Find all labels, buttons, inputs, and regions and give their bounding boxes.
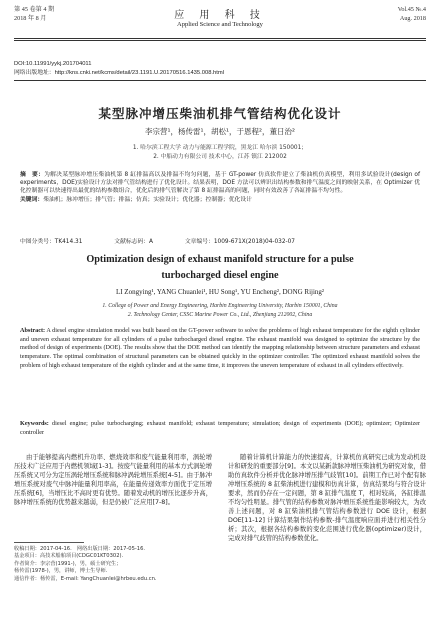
title-en-line1: Optimization design of exhaust manifold structure for a pulse <box>86 254 354 265</box>
corresponding-author[interactable]: 通信作者：杨传雷，E-mail: YangChuanlei@hrbeu.edu.cn. <box>14 575 157 582</box>
title-en <box>0 252 440 284</box>
title-cn: 某型脉冲增压柴油机排气管结构优化设计 <box>98 106 342 121</box>
date-cn: 2018 年 8 月 <box>14 14 47 22</box>
keywords-cn <box>20 196 420 204</box>
affiliation-en-2: 2. Technology Center, CSSC Marine Power Co., Ltd., Zhenjiang 212002, China <box>127 312 313 318</box>
keywords-en <box>20 420 420 437</box>
journal-name-en: Applied Science and Technology <box>177 21 263 28</box>
footnote-rule <box>14 542 84 543</box>
keywords-cn-label: 关键词： <box>20 196 44 203</box>
abstract-cn-text: 为解决某型脉冲增压柴油机第 8 缸排温高以及排温不均匀问题，基于 GT-power 仿真软件建立了柴油机仿真模型，利用多试验设计(design of experiments，DOE)实验设计方法对排气管结构进行了优化设计。结果表明，DOE 方法可以辨识出结构参数和排气温度之间的映射关系，在 Optimizer 优化控制器可以快速得出最优的结构参数组合，优化后的排气管解决了第 8 缸排温高的问题，同时有效改善了各缸排温不均匀性。 <box>20 172 420 195</box>
document-code: 文献标志码：A <box>114 239 154 245</box>
meta-rule <box>14 80 426 81</box>
keywords-en-text: diesel engine; pulse turbocharging; exhaust manifold; exhaust temperature; simulation; design of experiments (DOE); optimizer; Optimizer controller <box>20 420 421 436</box>
received-date: 收稿日期：2017-04-16. 网络出版日期：2017-05-16. <box>14 546 146 552</box>
abstract-en-label: Abstract: <box>20 327 46 334</box>
keywords-cn-text: 柴油机；脉冲增压；排气管；排温；仿真；实验设计；优化器；控制器；优化设计 <box>43 196 252 203</box>
affiliation-cn-2: 2. 中船动力有限公司 技术中心，江苏 镇江 212002 <box>153 154 287 160</box>
affiliation-cn-1: 1. 哈尔滨工程大学 动力与能源工程学院，黑龙江 哈尔滨 150001； <box>132 145 308 151</box>
doi[interactable]: DOI:10.11991/yykj.201704011 <box>14 61 92 67</box>
header-rule-thin <box>14 40 426 41</box>
clc-number: 中图分类号：TK414.31 <box>20 239 83 245</box>
header-rule <box>14 38 426 39</box>
body-column-right: 随着计算机计算能力的快速提高，计算机仿真研究已成为发动机设计和研发的重要部分[9]。本文以某新款脉冲增压柴油机为研究对象，借助仿真软件分析并优化脉冲增压排气歧管[10]。前期工作已对个配有脉冲增压系统的 8 缸柴油机进行建模和仿真计算，仿真结果均与符合设计要求，然而仍存在一定问题，第 8 缸排气温度 T，相对较高，各缸排温不均匀性明显。排气管的结构参数对脉冲增压系统性能影响较大，为改善上述问题，对 8 缸柴油机排气管结构参数进行 DOE 设计，根据 DOE[11-12] 计算结果制作结构参数-排气温度响应面并进行相关性分析；其次，根据各结构参数的变化范围进行优化器(optimizer)设计，完成对排气歧管的结构参数优化。 <box>228 454 426 542</box>
article-number: 文章编号：1009-671X(2018)04-032-07 <box>184 239 296 245</box>
journal-name <box>14 6 426 28</box>
issue-info-right <box>398 6 426 23</box>
date-en: Aug. 2018 <box>399 14 426 22</box>
authors-cn: 李宗营¹，杨传雷¹，胡松¹，于恩程²，董日治² <box>144 127 296 136</box>
author-bio-1: 作者简介：李宗营(1991-)，男，硕士研究生； <box>14 560 122 567</box>
online-url[interactable]: 网络出版地址：http://kns.cnki.net/kcms/detail/23.1191.U.20170516.1435.008.html <box>14 70 224 76</box>
authors-en: LI Zongying¹, YANG Chuanlei¹, HU Song¹, YU Encheng², DONG Rijing² <box>115 288 325 296</box>
classification-line <box>20 236 420 245</box>
abstract-en <box>20 327 420 371</box>
affiliation-en-1: 1. College of Power and Energy Engineering, Harbin Engineering University, Harbin 150001, China <box>102 303 338 309</box>
running-header <box>14 6 426 36</box>
abstract-cn <box>20 171 420 204</box>
journal-name-cn: 应 用 科 技 <box>174 10 266 21</box>
volume-cn: 第 45 卷第 4 期 <box>14 6 55 13</box>
volume-en: Vol.45 №.4 <box>397 6 426 13</box>
abstract-cn-label: 摘 要： <box>20 172 45 178</box>
body-column-left: 由于能够提高内燃机升功率、燃烧效率和废气能量利用率，涡轮增压技术广泛应用于内燃机领域[1-3]。按废气能量利用的基本方式涡轮增压系统又可分为定压涡轮增压系统和脉冲涡轮增压系统[4-5]。由于脉冲增压系统对废气中脉冲能量利用率高，在能量传递效率方面优于定压增压系统[6]，当增压比不高时更有优势。随着发动机的增压比逐步升高，脉冲增压系统的优势越来越弱，但是仍被广泛应用[7-8]。 <box>14 454 212 506</box>
keywords-en-label: Keywords: <box>20 420 49 427</box>
abstract-en-text: A diesel engine simulation model was built based on the GT-power software to solve the problems of high exhaust temperature for the eighth cylinder and uneven exhaust temperature for all cylinders of a pulse turbocharged diesel engine. The exhaust manifold was designed to optimize the structure by the method of design of experiments (DOE). The results show that the DOE method can identify the mapping relationship between structure parameters and exhaust temperature. The optimal combination of structural parameters can be obtained quickly in the optimizer controller. The optimized exhaust manifold solves the problem of high exhaust temperature of the eighth cylinder and at the same time, it improves the uneven temperature of exhaust in all cylinders effectively. <box>20 327 420 369</box>
fund-info: 基金项目：高技术船舶项目(CDGC01KT0302). <box>14 553 124 560</box>
title-en-line2: turbocharged diesel engine <box>161 270 279 281</box>
author-bio-2: 杨传雷(1978-)，男，讲师，博士生导师. <box>14 568 108 575</box>
footnote <box>14 546 214 583</box>
